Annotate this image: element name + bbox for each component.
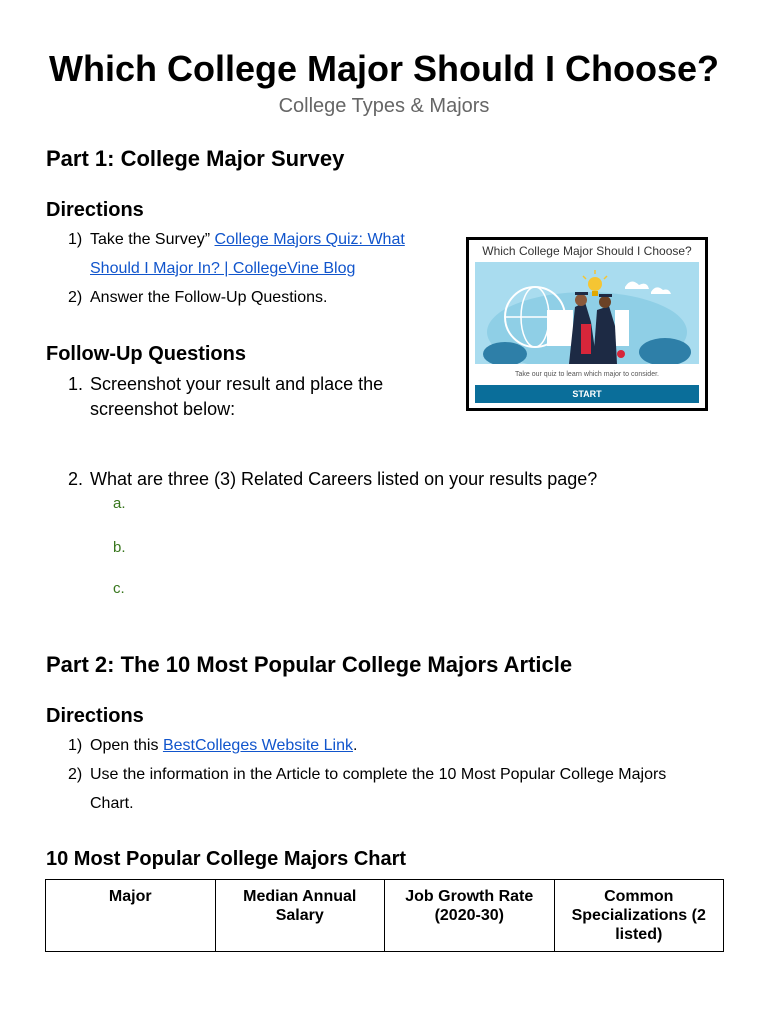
part2-directions-heading: Directions [46, 705, 144, 727]
list-item [46, 283, 436, 312]
list-item [46, 225, 436, 283]
quiz-start-button: START [475, 385, 699, 403]
list-number: 2) [68, 766, 83, 783]
list-number: 1. [68, 374, 84, 394]
chart-heading: 10 Most Popular College Majors Chart [46, 848, 407, 870]
list-text: Answer the Follow-Up Questions. [90, 289, 328, 306]
answer-line-c: c. [113, 580, 125, 597]
page-subtitle: College Types & Majors [278, 95, 490, 117]
quiz-screenshot-image [466, 237, 708, 411]
quiz-image-caption: Take our quiz to learn which major to consider. [515, 371, 659, 378]
list-text: Open this [90, 737, 163, 754]
followup-heading: Follow-Up Questions [46, 343, 246, 365]
graduates-illustration [475, 262, 699, 366]
list-text: Screenshot your result and place the screenshot below: [90, 374, 384, 419]
col-header-specializations: Common Specializations (2 listed) [554, 880, 724, 952]
table-header-row [46, 880, 724, 952]
list-number: 2. [68, 469, 84, 489]
list-number: 2) [68, 289, 83, 306]
list-text-suffix: . [352, 737, 358, 754]
part2-directions-list [46, 731, 706, 818]
followup-list-2 [46, 467, 736, 492]
part1-directions-list [46, 225, 436, 312]
list-item [46, 372, 436, 422]
list-item [46, 467, 736, 492]
list-text: What are three (3) Related Careers listed on your results page? [90, 469, 598, 489]
part1-heading: Part 1: College Major Survey [46, 146, 345, 171]
col-header-growth: Job Growth Rate (2020-30) [385, 880, 555, 952]
part1-directions-heading: Directions [46, 199, 144, 221]
list-text: Use the information in the Article to complete the 10 Most Popular College Majors Chart. [90, 766, 667, 812]
answer-line-b: b. [113, 539, 126, 556]
list-item [46, 760, 706, 818]
quiz-image-title: Which College Major Should I Choose? [482, 244, 692, 258]
answer-line-a: a. [113, 495, 126, 512]
list-text: Take the Survey” [90, 231, 215, 248]
list-item [46, 731, 706, 760]
col-header-salary: Median Annual Salary [215, 880, 385, 952]
popular-majors-table [45, 879, 724, 952]
collegevine-quiz-link[interactable]: College Majors Quiz: What Should I Major In? | CollegeVine Blog [90, 231, 405, 277]
part2-heading: Part 2: The 10 Most Popular College Majors Article [46, 652, 573, 677]
list-number: 1) [68, 737, 83, 754]
page-title: Which College Major Should I Choose? [48, 48, 719, 89]
bestcolleges-link[interactable]: BestColleges Website Link [162, 737, 353, 754]
col-header-major: Major [46, 880, 216, 952]
list-number: 1) [68, 231, 83, 248]
followup-list-1 [46, 372, 436, 422]
